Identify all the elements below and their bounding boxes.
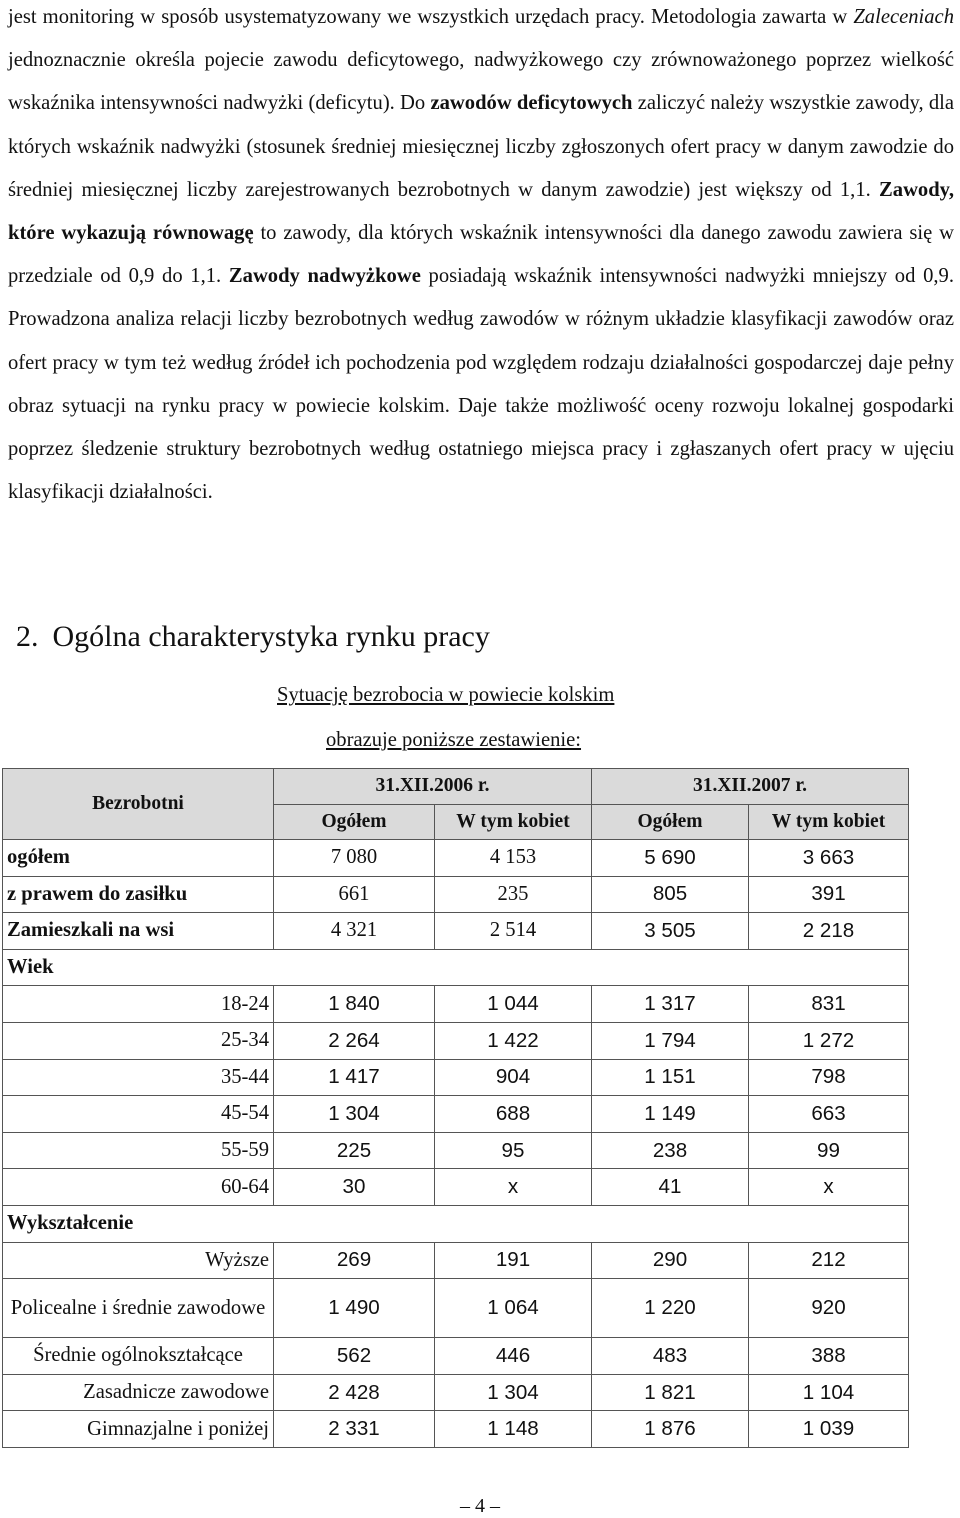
text-run: posiadają wskaźnik intensywności nadwyżki mniejszy od 0,9. Prowadzona analiza relacji liczby bezrobotnych według zawodów w różnym układzie klasyfikacji zawodów oraz ofert pracy w tym też według źródeł ich pochodzenia pod względem rodzaju działalności gospodarczej daje pełny obraz sytuacji na rynku pracy w powiecie kolskim. Daje także możliwość oceny rozwoju lokalnej gospodarki poprzez śledzenie struktury bezrobotnych według ostatniego miejsca pracy i zgłaszanych ofert pracy w ujęciu klasyfikacji działalności. — [8, 265, 954, 504]
table-row — [3, 949, 909, 986]
header-corner: Bezrobotni — [3, 769, 274, 840]
table-cell: 1 417 — [274, 1059, 435, 1096]
text-run: zaliczyć należy wszystkie zawody, dla których wskaźnik nadwyżki (stosunek średniej miesięcznej liczby zgłoszonych ofert pracy w danym zawodzie do średniej miesięcznej liczby zarejestrowanych bezrobotnych w danym zawodzie) jest większy od 1,1. — [8, 92, 955, 201]
table-cell: 661 — [274, 876, 435, 913]
table-cell: 235 — [435, 876, 592, 913]
table-cell: 95 — [435, 1132, 592, 1169]
table-cell: 1 272 — [749, 1022, 909, 1059]
table-cell: 4 321 — [274, 913, 435, 950]
table-cell: 1 821 — [592, 1374, 749, 1411]
table-cell: 1 876 — [592, 1411, 749, 1448]
table-cell: 1 151 — [592, 1059, 749, 1096]
table-caption-line-2: obrazuje poniższe zestawienie: — [326, 729, 582, 751]
row-label: Wiek — [3, 949, 274, 986]
row-label: 55-59 — [3, 1132, 274, 1169]
table-row — [3, 1132, 909, 1169]
table-cell: 2 331 — [274, 1411, 435, 1448]
table-cell: x — [749, 1169, 909, 1206]
table-row — [3, 1338, 909, 1375]
row-label: Wyższe — [3, 1242, 274, 1279]
table-cell: 446 — [435, 1338, 592, 1375]
section-spacer — [274, 1205, 909, 1242]
row-label: z prawem do zasiłku — [3, 876, 274, 913]
table-cell: 1 149 — [592, 1096, 749, 1133]
unemployment-table — [2, 768, 909, 1448]
row-label: 60-64 — [3, 1169, 274, 1206]
table-cell: 2 218 — [749, 913, 909, 950]
table-cell: 225 — [274, 1132, 435, 1169]
table-cell: 2 264 — [274, 1022, 435, 1059]
table-row — [3, 1022, 909, 1059]
text-run: jednoznacznie określa pojecie zawodu deficytowego, nadwyżkowego czy zrównoważonego poprzez wielkość wskaźnika intensywności nadwyżki (deficytu). Do — [8, 49, 954, 115]
header-period: 31.XII.2006 r. — [274, 769, 592, 805]
table-row — [3, 913, 909, 950]
table-cell: 805 — [592, 876, 749, 913]
table-row — [3, 1205, 909, 1242]
header-period: 31.XII.2007 r. — [592, 769, 909, 805]
header-subcol: Ogółem — [274, 804, 435, 840]
table-cell: 483 — [592, 1338, 749, 1375]
table-cell: 688 — [435, 1096, 592, 1133]
row-label: 45-54 — [3, 1096, 274, 1133]
section-heading — [16, 620, 490, 654]
table-cell: 831 — [749, 986, 909, 1023]
table-header-row-periods — [3, 769, 909, 805]
row-label: Średnie ogólnokształcące — [3, 1338, 274, 1375]
table-cell: 1 064 — [435, 1279, 592, 1338]
table-cell: x — [435, 1169, 592, 1206]
table-row — [3, 986, 909, 1023]
table-cell: 1 220 — [592, 1279, 749, 1338]
table-cell: 269 — [274, 1242, 435, 1279]
header-subcol: W tym kobiet — [435, 804, 592, 840]
row-label: 25-34 — [3, 1022, 274, 1059]
table-row — [3, 1411, 909, 1448]
header-subcol: W tym kobiet — [749, 804, 909, 840]
row-label: Policealne i średnie zawodowe — [3, 1279, 274, 1338]
table-cell: 5 690 — [592, 840, 749, 877]
table-cell: 920 — [749, 1279, 909, 1338]
table-cell: 238 — [592, 1132, 749, 1169]
row-label: 18-24 — [3, 986, 274, 1023]
table-cell: 1 304 — [274, 1096, 435, 1133]
table-cell: 663 — [749, 1096, 909, 1133]
table-cell: 798 — [749, 1059, 909, 1096]
table-cell: 1 044 — [435, 986, 592, 1023]
row-label: Wykształcenie — [3, 1205, 274, 1242]
table-cell: 7 080 — [274, 840, 435, 877]
table-cell: 3 663 — [749, 840, 909, 877]
emphasis-term: Zawody nadwyżkowe — [228, 265, 421, 288]
emphasis-term: Zawody, które wykazują równowagę — [8, 178, 954, 245]
table-cell: 41 — [592, 1169, 749, 1206]
table-cell: 191 — [435, 1242, 592, 1279]
section-number: 2. — [16, 620, 39, 653]
table-cell: 1 104 — [749, 1374, 909, 1411]
table-row — [3, 1096, 909, 1133]
table-cell: 1 840 — [274, 986, 435, 1023]
emphasis-term: zawodów deficytowych — [430, 92, 633, 115]
table-cell: 904 — [435, 1059, 592, 1096]
table-cell: 1 148 — [435, 1411, 592, 1448]
table-cell: 212 — [749, 1242, 909, 1279]
table-row — [3, 1169, 909, 1206]
section-title: Ogólna charakterystyka rynku pracy — [52, 620, 490, 653]
table-cell: 1 039 — [749, 1411, 909, 1448]
text-run: jest monitoring w sposób usystematyzowany we wszystkich urzędach pracy. Metodologia zawarta w — [8, 6, 854, 28]
row-label: 35-44 — [3, 1059, 274, 1096]
section-spacer — [274, 949, 909, 986]
table-cell: 4 153 — [435, 840, 592, 877]
page-number: – 4 – — [460, 1495, 500, 1517]
table-row — [3, 1059, 909, 1096]
row-label: Zasadnicze zawodowe — [3, 1374, 274, 1411]
table-cell: 1 490 — [274, 1279, 435, 1338]
table-cell: 1 422 — [435, 1022, 592, 1059]
table-cell: 388 — [749, 1338, 909, 1375]
table-cell: 99 — [749, 1132, 909, 1169]
text-run: to zawody, dla których wskaźnik intensywności dla danego zawodu zawiera się w przedziale od 0,9 do 1,1. — [8, 222, 954, 288]
row-label: Zamieszkali na wsi — [3, 913, 274, 950]
header-subcol: Ogółem — [592, 804, 749, 840]
table-row — [3, 876, 909, 913]
table-cell: 290 — [592, 1242, 749, 1279]
table-row — [3, 1374, 909, 1411]
body-paragraph — [8, 0, 954, 514]
row-label: Gimnazjalne i poniżej — [3, 1411, 274, 1448]
table-cell: 562 — [274, 1338, 435, 1375]
table-cell: 391 — [749, 876, 909, 913]
table-cell: 2 428 — [274, 1374, 435, 1411]
table-cell: 3 505 — [592, 913, 749, 950]
table-row — [3, 840, 909, 877]
table-cell: 2 514 — [435, 913, 592, 950]
table-cell: 1 317 — [592, 986, 749, 1023]
row-label: ogółem — [3, 840, 274, 877]
table-row — [3, 1242, 909, 1279]
italic-term: Zaleceniach — [853, 6, 954, 28]
table-cell: 1 304 — [435, 1374, 592, 1411]
table-caption-line-1: Sytuację bezrobocia w powiecie kolskim — [277, 684, 615, 706]
table-cell: 1 794 — [592, 1022, 749, 1059]
table-row — [3, 1279, 909, 1338]
table-cell: 30 — [274, 1169, 435, 1206]
